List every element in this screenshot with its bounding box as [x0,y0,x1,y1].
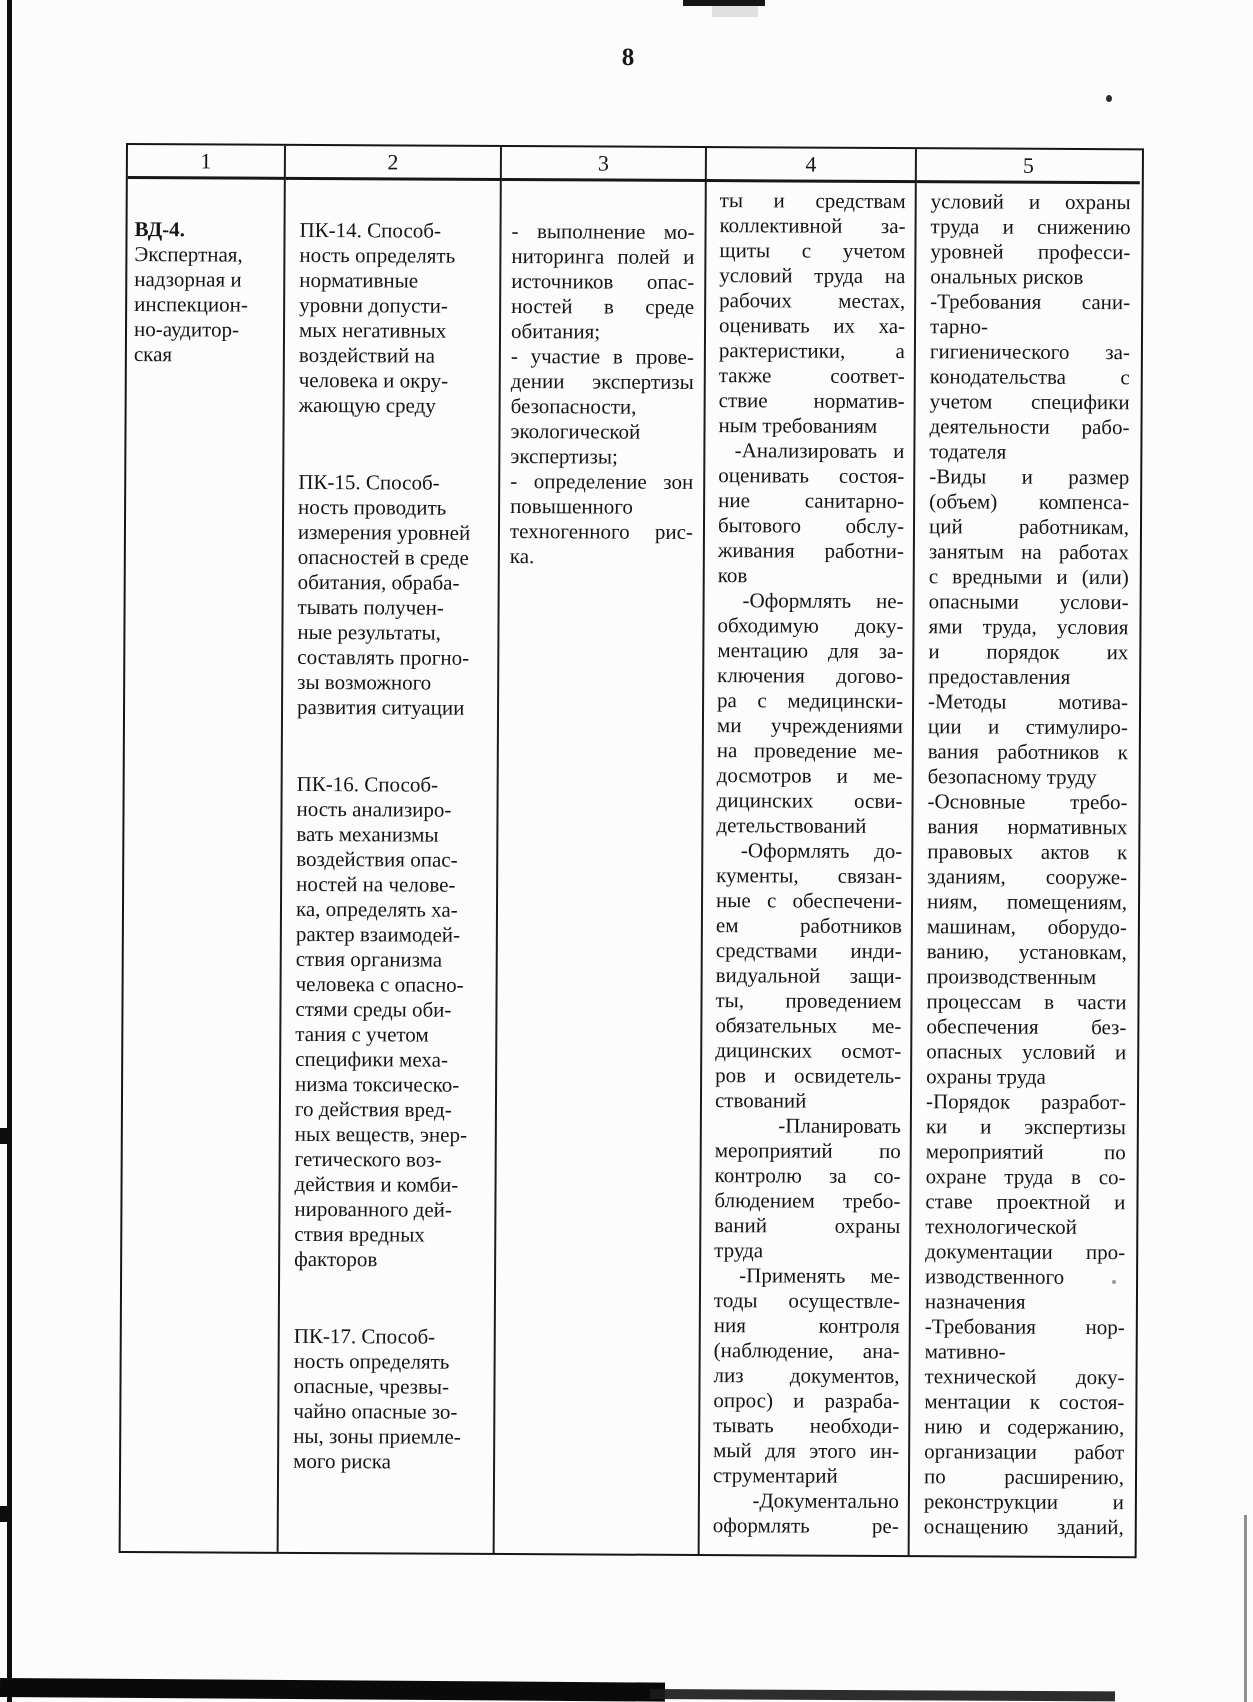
cell-paragraph [293,1324,484,1475]
cell-paragraph [924,1314,1125,1540]
cell-line: опасными услови- [928,589,1129,615]
cell-line: ствие норматив- [718,388,905,414]
cell-line: ем работников [715,913,902,939]
cell-paragraph [716,588,903,839]
cell-line: обязательных ме- [715,1013,902,1039]
cell-paragraph [510,469,694,570]
cell-line: мого риска [293,1448,392,1474]
cell-line: экологической [510,419,641,444]
cell-line: надзорная и [134,267,242,292]
cell-line: -Порядок разработ- [925,1089,1127,1115]
cell-line: оценивать их ха- [718,313,906,339]
cell-line: машинам, оборудо- [926,914,1127,940]
cell-line: тодателя [929,439,1007,464]
cell-line: детельствований [716,813,867,838]
cell-paragraph [713,1263,900,1489]
cell-line: (объем) компенса- [929,489,1130,515]
cell-line: экспертизы; [510,444,618,469]
cell-line: техногенного рис- [509,519,694,544]
cell-line: с вредными и (или) [928,564,1129,590]
cell-paragraph [926,789,1128,1090]
cell-line: ваний охраны [714,1213,901,1239]
cell-line: рабочих местах, [719,288,906,314]
cell-line: безопасности, [510,394,637,419]
cell-line: блюдением требо- [714,1188,901,1214]
cell-line: рактер взаимодей- [295,921,461,947]
cell-line: процессам в части [926,989,1127,1015]
cell-line: зданиям, сооруже- [927,864,1128,890]
cell-line: развития ситуации [296,694,465,720]
cell-line: ность анализиро- [296,796,452,822]
cell-line: повышенного [510,494,633,519]
cell-line: оснащению зданий, [923,1514,1124,1540]
cell-line: ным требованиям [718,413,878,438]
cell-paragraph [134,217,273,243]
cell-line: документации про- [925,1239,1126,1265]
cell-line: ние санитарно- [718,488,905,514]
cell-line: опрос) и разраба- [713,1388,900,1414]
cell-line: -Оформлять не- [717,588,904,614]
cell-line: дицинских осмот- [715,1038,902,1064]
cell-line: ми учреждениями [716,713,904,739]
cell-line: конодательства с [929,364,1130,390]
cell-line: деятельности рабо- [929,414,1130,440]
cell-line: нию и содержанию, [924,1414,1125,1440]
cell-line: -Документально [712,1488,899,1514]
cell-line: ключения догово- [717,663,904,689]
cell-line: ные с обеспечени- [715,888,903,914]
cell-line: тарно- [929,314,989,339]
cell-line: ные результаты, [297,619,441,645]
cell-line: - определение зон [510,469,694,494]
table-header-cell: 2 [286,146,502,181]
cell-line: нированного дей- [294,1196,452,1222]
cell-line: технологической [925,1214,1078,1239]
cell-line: вания работников к [927,739,1128,765]
cell-line: технической доку- [924,1364,1125,1390]
cell-line: -Требования сани- [930,289,1131,315]
cell-line: опасные, чрезвы- [293,1373,450,1399]
cell-line: ка, определять ха- [295,896,458,922]
cell-line: ментацию для за- [717,638,904,664]
cell-line: ставе проектной и [925,1189,1126,1215]
competencies-table [119,143,1144,1558]
cell-line: опасных условий и [926,1039,1127,1065]
table-header-cell: 5 [917,149,1140,184]
cell-line: -Методы мотива- [928,689,1129,715]
cell-line: реконструкции и [923,1489,1124,1515]
cell-line: условий и охраны [930,189,1131,215]
cell-paragraph [297,470,488,721]
cell-line: ниторинга полей и [511,244,695,269]
cell-line: человека и окру- [298,367,449,393]
cell-line: ния контроля [713,1313,900,1339]
table-body-cell-2 [279,180,502,1553]
cell-line: ность определять [299,242,456,268]
cell-line: уровней професси- [930,239,1131,265]
cell-line: ность проводить [298,494,447,520]
cell-line: жающую среду [298,392,436,418]
cell-line: низма токсическо- [295,1071,460,1097]
cell-line: учетом специфики [929,389,1130,415]
cell-paragraph [299,218,490,419]
cell-line: труда [714,1238,764,1263]
cell-line: предоставления [928,664,1071,689]
cell-paragraph [715,838,902,1114]
page-number: 8 [621,44,635,71]
cell-line: -Требования нор- [924,1314,1125,1340]
cell-line: -Применять ме- [714,1263,901,1289]
cell-line: ствия вредных [294,1221,425,1247]
cell-line: источников опас- [511,269,695,294]
cell-line: человека с опасно- [295,971,464,997]
cell-line: ская [133,342,173,367]
cell-line: ность определять [293,1348,450,1374]
cell-line: ты и средствам [719,188,906,214]
cell-line: ты, проведением [715,988,902,1014]
cell-line: бытового обслу- [717,513,905,539]
cell-line: - выполнение мо- [511,219,695,244]
cell-paragraph [713,1488,899,1539]
cell-line: факторов [294,1246,378,1272]
cell-line: го действия вред- [294,1096,452,1122]
cell-line: действия и комби- [294,1171,459,1197]
cell-line: дицинских осви- [716,788,903,814]
cell-line: чайно опасные зо- [293,1398,458,1424]
cell-paragraph [925,1089,1126,1315]
cell-line: назначения [924,1289,1026,1314]
cell-paragraph [718,188,905,439]
cell-line: мероприятий по [714,1138,901,1164]
cell-paragraph [928,464,1129,690]
cell-line: кументы, связан- [716,863,903,889]
scan-artifact-left-tick [0,1128,8,1144]
table-body-cell-4 [700,182,917,1555]
cell-line: также соответ- [718,363,905,389]
cell-line: ствований [714,1088,807,1113]
cell-line: ментации к состоя- [924,1389,1125,1415]
cell-line: обеспечения без- [926,1014,1127,1040]
cell-line: нормативные [299,267,419,293]
cell-line: ра с медицински- [717,688,904,714]
cell-line: ностей в среде [511,294,695,319]
cell-line: живания работни- [717,538,904,564]
cell-line: вать механизмы [296,821,439,847]
cell-line: ВД-4. [134,217,186,242]
table-header-cell: 4 [707,148,917,183]
cell-line: изводственного [925,1264,1065,1289]
table-body-cell-5 [910,183,1140,1556]
cell-paragraph [714,1113,901,1264]
cell-line: видуальной защи- [715,963,902,989]
cell-line: -Основные требо- [927,789,1128,815]
cell-line: и порядок их [928,639,1129,665]
cell-line: составлять прогно- [297,644,470,670]
cell-line: ны, зоны приемле- [293,1423,461,1449]
cell-line: ков [717,563,748,588]
cell-line: уровни допусти- [299,292,449,318]
cell-line: Экспертная, [134,242,243,267]
cell-line: опасностей в среде [297,544,469,570]
cell-line: оформлять ре- [712,1513,899,1539]
cell-line: охраны труда [926,1064,1046,1089]
cell-line: ниям, помещениям, [926,889,1128,915]
cell-paragraph [510,344,694,470]
cell-line: правовых актов к [927,839,1128,865]
cell-line: средствами инди- [715,938,902,964]
cell-line: тания с учетом [295,1021,429,1047]
cell-line: обходимую доку- [717,613,904,639]
cell-line: ванию, установкам, [926,939,1127,965]
cell-line: ций работникам, [928,514,1130,540]
scan-artifact-bottom-bar [650,1689,1115,1701]
cell-line: дении экспертизы [510,369,694,394]
cell-line: ональных рисков [930,264,1084,290]
cell-paragraph [929,289,1130,465]
cell-line: гигиенического за- [929,339,1130,365]
cell-line: тывать необходи- [713,1413,900,1439]
cell-line: обитания; [510,319,601,344]
cell-paragraph [294,772,487,1273]
cell-line: струментарий [712,1463,838,1488]
cell-line: ПК-15. Способ- [298,469,440,495]
cell-line: рактеристики, а [718,338,905,364]
cell-line: стями среды оби- [295,996,452,1022]
table-header-cell: 3 [502,147,707,182]
cell-line: ями труда, условия [928,614,1129,640]
table-header-cell: 1 [128,145,286,180]
cell-line: -Анализировать и [718,438,905,464]
cell-line: измерения уровней [297,519,471,545]
scan-artifact-bottom-bar [0,1678,665,1702]
cell-paragraph [718,438,905,589]
cell-line: производственным [926,964,1097,990]
cell-line: инспекцион- [134,292,248,317]
cell-line: труда и снижению [930,214,1131,240]
cell-paragraph [930,189,1131,290]
cell-line: вания нормативных [927,814,1128,840]
scan-artifact-speck [1106,95,1112,102]
cell-line: мероприятий по [925,1139,1126,1165]
cell-line: специфики меха- [295,1046,449,1072]
cell-line: мативно- [924,1339,1006,1364]
table-body-cell-1 [121,179,286,1552]
cell-line: контролю за со- [714,1163,901,1189]
cell-line: мых негативных [298,317,447,343]
cell-line: воздействия опас- [296,846,458,872]
scan-artifact-top-smudge [712,6,758,17]
cell-line: ка. [509,544,535,569]
cell-paragraph [928,689,1129,790]
cell-line: гетического воз- [294,1146,442,1172]
cell-line: ностей на челове- [296,871,456,897]
cell-line: оценивать состоя- [718,463,905,489]
scan-artifact-left-edge [7,0,12,1702]
cell-line: зы возможного [297,669,432,695]
cell-line: условий труда на [719,263,906,289]
cell-line: по расширению, [923,1464,1125,1490]
cell-line: обитания, обраба- [297,569,460,595]
cell-line: но-аудитор- [133,317,240,342]
cell-line: (наблюдение, ана- [713,1338,900,1364]
scan-artifact-right-edge [1244,1515,1247,1702]
cell-line: ки и экспертизы [925,1114,1126,1140]
cell-line: - участие в прове- [510,344,694,369]
table-body-cell-3 [495,181,707,1554]
cell-line: воздействий на [298,342,436,368]
cell-line: мый для этого ин- [713,1438,900,1464]
cell-line: на проведение ме- [716,738,903,764]
scan-artifact-left-tick [0,1506,8,1522]
cell-line: -Виды и размер [929,464,1130,490]
cell-line: тывать получен- [297,594,444,620]
cell-line: тоды осуществле- [713,1288,901,1314]
cell-line: ров и освидетель- [715,1063,902,1089]
cell-line: лиз документов, [713,1363,900,1389]
cell-line: охране труда в со- [925,1164,1126,1190]
cell-line: организации работ [924,1439,1125,1465]
cell-line: -Планировать [714,1113,901,1139]
cell-line: безопасному труду [927,764,1097,790]
cell-line: досмотров и ме- [716,763,903,789]
cell-line: ПК-16. Способ- [296,771,439,797]
cell-line: -Оформлять до- [716,838,903,864]
cell-paragraph [511,219,695,345]
cell-line: ПК-17. Способ- [293,1323,436,1349]
cell-line: ствия организма [295,946,443,972]
cell-line: ных веществ, энер- [294,1121,468,1147]
cell-line: занятым на работах [928,539,1129,565]
cell-line: ПК-14. Способ- [299,217,442,243]
cell-line: ции и стимулиро- [927,714,1129,740]
cell-line: щиты с учетом [719,238,906,264]
cell-paragraph [134,242,274,368]
cell-line: коллективной за- [719,213,906,239]
